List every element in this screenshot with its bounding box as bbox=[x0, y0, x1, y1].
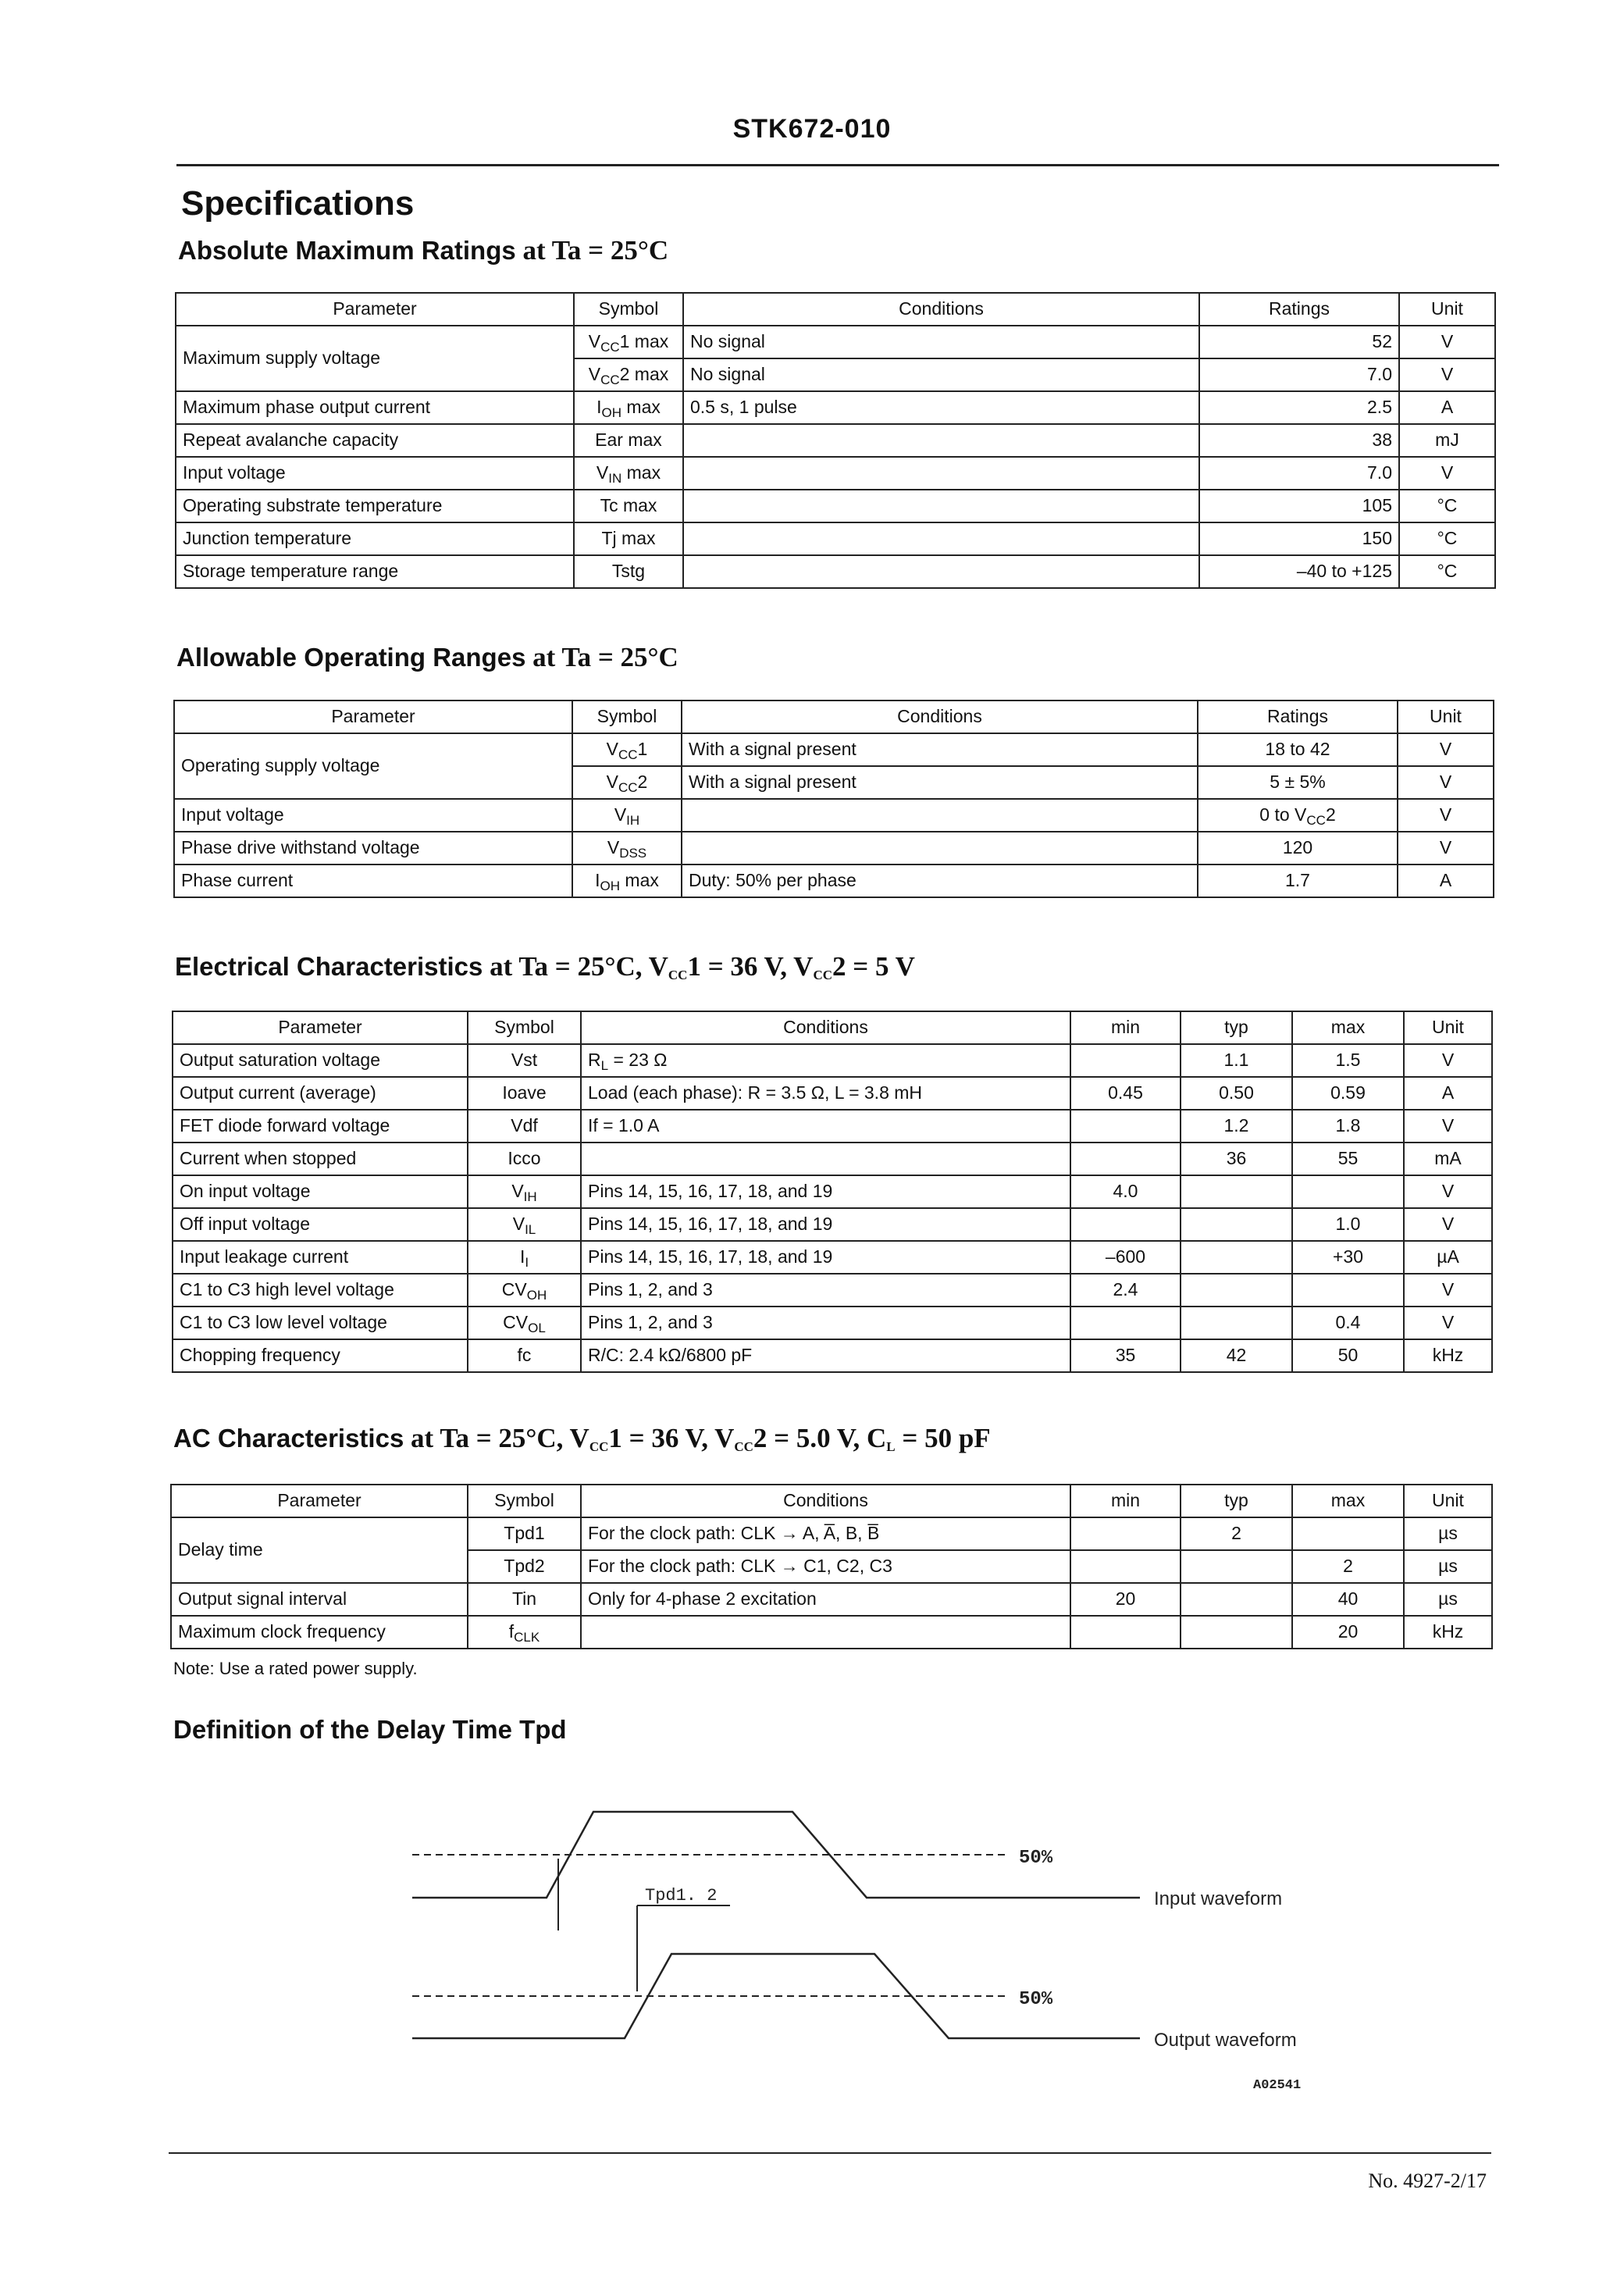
unit-cell: A bbox=[1399, 391, 1495, 424]
conditions-cell: Load (each phase): R = 3.5 Ω, L = 3.8 mH bbox=[581, 1077, 1070, 1110]
ec-table bbox=[172, 1011, 1493, 1373]
symbol-cell: $f_{CLK}$ bbox=[468, 1616, 581, 1649]
unit-cell: mA bbox=[1404, 1143, 1492, 1175]
typ-cell: 36 bbox=[1181, 1143, 1292, 1175]
amr-title-cond: at Ta = 25°C bbox=[515, 235, 669, 266]
col-typ: typ bbox=[1181, 1011, 1292, 1044]
symbol-cell: Tpd1 bbox=[468, 1517, 581, 1550]
typ-cell bbox=[1181, 1274, 1292, 1307]
header-rule bbox=[176, 164, 1499, 166]
max-cell bbox=[1292, 1274, 1404, 1307]
conditions-cell bbox=[581, 1143, 1070, 1175]
col-symbol: Symbol bbox=[468, 1485, 581, 1517]
col-conditions: Conditions bbox=[683, 293, 1199, 326]
conditions-cell bbox=[581, 1616, 1070, 1649]
col-symbol: Symbol bbox=[574, 293, 683, 326]
typ-cell bbox=[1181, 1307, 1292, 1339]
unit-cell: V bbox=[1399, 326, 1495, 358]
min-cell bbox=[1070, 1307, 1181, 1339]
symbol-cell: $I_I$ bbox=[468, 1241, 581, 1274]
conditions-cell bbox=[682, 832, 1198, 864]
typ-cell: 1.2 bbox=[1181, 1110, 1292, 1143]
symbol-cell: Vdf bbox=[468, 1110, 581, 1143]
table-row bbox=[171, 1616, 1492, 1649]
amr-title-main: Absolute Maximum Ratings bbox=[178, 236, 516, 265]
table-row bbox=[171, 1517, 1492, 1550]
table-row bbox=[176, 391, 1495, 424]
param-cell: On input voltage bbox=[173, 1175, 468, 1208]
table-row bbox=[173, 1208, 1492, 1241]
rating-cell: 150 bbox=[1199, 522, 1399, 555]
conditions-cell: 0.5 s, 1 pulse bbox=[683, 391, 1199, 424]
symbol-cell: $V_{IN}$ max bbox=[574, 457, 683, 490]
conditions-cell bbox=[683, 555, 1199, 588]
rating-cell: 38 bbox=[1199, 424, 1399, 457]
table-row bbox=[176, 457, 1495, 490]
col-parameter: Parameter bbox=[171, 1485, 468, 1517]
unit-cell: V bbox=[1404, 1274, 1492, 1307]
max-cell: 50 bbox=[1292, 1339, 1404, 1372]
param-cell: Storage temperature range bbox=[176, 555, 574, 588]
typ-cell: 42 bbox=[1181, 1339, 1292, 1372]
typ-cell bbox=[1181, 1208, 1292, 1241]
delay-title: Definition of the Delay Time Tpd bbox=[173, 1715, 567, 1744]
conditions-cell: Duty: 50% per phase bbox=[682, 864, 1198, 897]
col-min: min bbox=[1070, 1485, 1181, 1517]
conditions-cell: Pins 14, 15, 16, 17, 18, and 19 bbox=[581, 1208, 1070, 1241]
col-symbol: Symbol bbox=[468, 1011, 581, 1044]
rating-cell: 105 bbox=[1199, 490, 1399, 522]
conditions-cell bbox=[682, 799, 1198, 832]
conditions-cell: Pins 1, 2, and 3 bbox=[581, 1274, 1070, 1307]
param-cell: Phase current bbox=[174, 864, 572, 897]
col-max: max bbox=[1292, 1011, 1404, 1044]
param-cell: Operating supply voltage bbox=[174, 733, 572, 799]
symbol-cell: $V_{CC}2$ bbox=[572, 766, 682, 799]
max-cell: 0.4 bbox=[1292, 1307, 1404, 1339]
param-cell: Maximum phase output current bbox=[176, 391, 574, 424]
min-cell bbox=[1070, 1616, 1181, 1649]
typ-cell: 0.50 bbox=[1181, 1077, 1292, 1110]
max-cell: 20 bbox=[1292, 1616, 1404, 1649]
param-cell: Output saturation voltage bbox=[173, 1044, 468, 1077]
part-number: STK672-010 bbox=[732, 114, 892, 144]
table-header-row bbox=[173, 1011, 1492, 1044]
param-cell: Input voltage bbox=[176, 457, 574, 490]
min-cell bbox=[1070, 1044, 1181, 1077]
ec-title-cond: at Ta = 25°C, $V_{CC}1 = 36$ V, $V_{CC}2 = 5$ V bbox=[483, 951, 915, 982]
unit-cell: µs bbox=[1404, 1517, 1492, 1550]
table-row bbox=[173, 1143, 1492, 1175]
symbol-cell: Ioave bbox=[468, 1077, 581, 1110]
pct-label-top: 50% bbox=[1019, 1848, 1053, 1869]
symbol-cell: $V_{CC}1$ bbox=[572, 733, 682, 766]
typ-cell bbox=[1181, 1175, 1292, 1208]
unit-cell: A bbox=[1398, 864, 1494, 897]
rating-cell: 2.5 bbox=[1199, 391, 1399, 424]
max-cell: 1.5 bbox=[1292, 1044, 1404, 1077]
aor-title-cond: at Ta = 25°C bbox=[525, 642, 678, 672]
param-cell: Off input voltage bbox=[173, 1208, 468, 1241]
document-number: No. 4927-2/17 bbox=[1368, 2169, 1487, 2192]
max-cell: +30 bbox=[1292, 1241, 1404, 1274]
ec-table-body bbox=[173, 1044, 1492, 1372]
rating-cell: –40 to +125 bbox=[1199, 555, 1399, 588]
conditions-cell: If = 1.0 A bbox=[581, 1110, 1070, 1143]
min-cell bbox=[1070, 1143, 1181, 1175]
min-cell bbox=[1070, 1208, 1181, 1241]
symbol-cell: Tj max bbox=[574, 522, 683, 555]
unit-cell: V bbox=[1404, 1110, 1492, 1143]
aor-title bbox=[176, 642, 678, 673]
min-cell: 2.4 bbox=[1070, 1274, 1181, 1307]
typ-cell bbox=[1181, 1241, 1292, 1274]
table-row bbox=[176, 326, 1495, 358]
min-cell: 35 bbox=[1070, 1339, 1181, 1372]
unit-cell: V bbox=[1404, 1208, 1492, 1241]
rating-cell: 0 to $V_{CC}2$ bbox=[1198, 799, 1398, 832]
param-cell: Maximum supply voltage bbox=[176, 326, 574, 391]
col-unit: Unit bbox=[1404, 1011, 1492, 1044]
conditions-cell bbox=[683, 522, 1199, 555]
conditions-cell: For the clock path: CLK → C1, C2, C3 bbox=[581, 1550, 1070, 1583]
unit-cell: V bbox=[1404, 1307, 1492, 1339]
pct-label-bottom: 50% bbox=[1019, 1989, 1053, 2010]
delay-timing-diagram bbox=[0, 1781, 1624, 2109]
table-row bbox=[173, 1044, 1492, 1077]
table-row bbox=[173, 1307, 1492, 1339]
table-row bbox=[174, 799, 1494, 832]
conditions-cell bbox=[683, 457, 1199, 490]
unit-cell: V bbox=[1398, 766, 1494, 799]
unit-cell: V bbox=[1399, 457, 1495, 490]
table-row bbox=[173, 1110, 1492, 1143]
conditions-cell: R/C: 2.4 kΩ/6800 pF bbox=[581, 1339, 1070, 1372]
param-cell: Output current (average) bbox=[173, 1077, 468, 1110]
amr-table bbox=[175, 292, 1496, 589]
min-cell bbox=[1070, 1517, 1181, 1550]
symbol-cell: Icco bbox=[468, 1143, 581, 1175]
param-cell: Delay time bbox=[171, 1517, 468, 1583]
note: Note: Use a rated power supply. bbox=[173, 1659, 418, 1678]
col-ratings: Ratings bbox=[1199, 293, 1399, 326]
table-header-row bbox=[171, 1485, 1492, 1517]
max-cell bbox=[1292, 1517, 1404, 1550]
col-max: max bbox=[1292, 1485, 1404, 1517]
symbol-cell: Ear max bbox=[574, 424, 683, 457]
output-waveform-label: Output waveform bbox=[1154, 2030, 1297, 2051]
unit-cell: V bbox=[1404, 1044, 1492, 1077]
col-parameter: Parameter bbox=[174, 701, 572, 733]
input-waveform-label: Input waveform bbox=[1154, 1888, 1283, 1909]
unit-cell: kHz bbox=[1404, 1616, 1492, 1649]
max-cell: 1.0 bbox=[1292, 1208, 1404, 1241]
table-row bbox=[173, 1077, 1492, 1110]
table-header-row bbox=[176, 293, 1495, 326]
conditions-cell: No signal bbox=[683, 358, 1199, 391]
col-unit: Unit bbox=[1404, 1485, 1492, 1517]
symbol-cell: $CV_{OL}$ bbox=[468, 1307, 581, 1339]
col-parameter: Parameter bbox=[173, 1011, 468, 1044]
table-row bbox=[173, 1241, 1492, 1274]
max-cell: 2 bbox=[1292, 1550, 1404, 1583]
param-cell: Repeat avalanche capacity bbox=[176, 424, 574, 457]
conditions-cell: With a signal present bbox=[682, 766, 1198, 799]
table-row bbox=[171, 1583, 1492, 1616]
figure-id: A02541 bbox=[1253, 2078, 1302, 2093]
symbol-cell: $I_{OH}$ max bbox=[574, 391, 683, 424]
symbol-cell: $V_{DSS}$ bbox=[572, 832, 682, 864]
symbol-cell: $V_{IL}$ bbox=[468, 1208, 581, 1241]
conditions-cell: No signal bbox=[683, 326, 1199, 358]
symbol-cell: $V_{IH}$ bbox=[572, 799, 682, 832]
table-row bbox=[176, 490, 1495, 522]
conditions-cell: Only for 4-phase 2 excitation bbox=[581, 1583, 1070, 1616]
conditions-cell: $R_L = 23$ Ω bbox=[581, 1044, 1070, 1077]
min-cell: 0.45 bbox=[1070, 1077, 1181, 1110]
table-row bbox=[173, 1339, 1492, 1372]
typ-cell bbox=[1181, 1616, 1292, 1649]
symbol-cell: $V_{CC}2$ max bbox=[574, 358, 683, 391]
symbol-cell: $I_{OH}$ max bbox=[572, 864, 682, 897]
col-conditions: Conditions bbox=[581, 1485, 1070, 1517]
col-parameter: Parameter bbox=[176, 293, 574, 326]
conditions-cell: With a signal present bbox=[682, 733, 1198, 766]
max-cell: 0.59 bbox=[1292, 1077, 1404, 1110]
col-symbol: Symbol bbox=[572, 701, 682, 733]
param-cell: Input voltage bbox=[174, 799, 572, 832]
unit-cell: kHz bbox=[1404, 1339, 1492, 1372]
symbol-cell: $CV_{OH}$ bbox=[468, 1274, 581, 1307]
col-min: min bbox=[1070, 1011, 1181, 1044]
typ-cell: 1.1 bbox=[1181, 1044, 1292, 1077]
min-cell bbox=[1070, 1550, 1181, 1583]
acc-title bbox=[173, 1423, 991, 1454]
unit-cell: V bbox=[1398, 799, 1494, 832]
rating-cell: 52 bbox=[1199, 326, 1399, 358]
ec-title-main: Electrical Characteristics bbox=[175, 952, 483, 981]
rating-cell: 7.0 bbox=[1199, 457, 1399, 490]
page-title: Specifications bbox=[181, 184, 415, 223]
col-conditions: Conditions bbox=[682, 701, 1198, 733]
symbol-cell: Tstg bbox=[574, 555, 683, 588]
aor-table bbox=[173, 700, 1494, 898]
param-cell: FET diode forward voltage bbox=[173, 1110, 468, 1143]
table-row bbox=[174, 733, 1494, 766]
unit-cell: °C bbox=[1399, 490, 1495, 522]
acc-title-cond: at Ta = 25°C, $V_{CC}1 = 36$ V, $V_{CC}2 = 5.0$ V, $C_L = 50$ pF bbox=[404, 1423, 991, 1454]
min-cell: 4.0 bbox=[1070, 1175, 1181, 1208]
conditions-cell: For the clock path: CLK → A, A̅, B, B̅ bbox=[581, 1517, 1070, 1550]
table-row bbox=[176, 555, 1495, 588]
min-cell: 20 bbox=[1070, 1583, 1181, 1616]
col-unit: Unit bbox=[1398, 701, 1494, 733]
typ-cell bbox=[1181, 1550, 1292, 1583]
rating-cell: 1.7 bbox=[1198, 864, 1398, 897]
unit-cell: mJ bbox=[1399, 424, 1495, 457]
col-typ: typ bbox=[1181, 1485, 1292, 1517]
param-cell: C1 to C3 low level voltage bbox=[173, 1307, 468, 1339]
col-unit: Unit bbox=[1399, 293, 1495, 326]
table-row bbox=[176, 522, 1495, 555]
table-row bbox=[174, 864, 1494, 897]
unit-cell: V bbox=[1404, 1175, 1492, 1208]
max-cell: 1.8 bbox=[1292, 1110, 1404, 1143]
footer-rule bbox=[169, 2152, 1491, 2154]
max-cell: 40 bbox=[1292, 1583, 1404, 1616]
conditions-cell bbox=[683, 424, 1199, 457]
symbol-cell: fc bbox=[468, 1339, 581, 1372]
unit-cell: V bbox=[1398, 832, 1494, 864]
param-cell: Input leakage current bbox=[173, 1241, 468, 1274]
symbol-cell: Tc max bbox=[574, 490, 683, 522]
param-cell: Junction temperature bbox=[176, 522, 574, 555]
conditions-cell: Pins 14, 15, 16, 17, 18, and 19 bbox=[581, 1175, 1070, 1208]
max-cell: 55 bbox=[1292, 1143, 1404, 1175]
param-cell: Output signal interval bbox=[171, 1583, 468, 1616]
unit-cell: µs bbox=[1404, 1550, 1492, 1583]
param-cell: Phase drive withstand voltage bbox=[174, 832, 572, 864]
unit-cell: °C bbox=[1399, 555, 1495, 588]
acc-title-main: AC Characteristics bbox=[173, 1424, 404, 1453]
unit-cell: °C bbox=[1399, 522, 1495, 555]
param-cell: Operating substrate temperature bbox=[176, 490, 574, 522]
conditions-cell: Pins 14, 15, 16, 17, 18, and 19 bbox=[581, 1241, 1070, 1274]
rating-cell: 5 ± 5% bbox=[1198, 766, 1398, 799]
param-cell: Maximum clock frequency bbox=[171, 1616, 468, 1649]
aor-title-main: Allowable Operating Ranges bbox=[176, 643, 526, 672]
conditions-cell bbox=[683, 490, 1199, 522]
unit-cell: V bbox=[1398, 733, 1494, 766]
typ-cell: 2 bbox=[1181, 1517, 1292, 1550]
symbol-cell: $V_{IH}$ bbox=[468, 1175, 581, 1208]
acc-table bbox=[170, 1484, 1493, 1649]
table-row bbox=[174, 832, 1494, 864]
param-cell: C1 to C3 high level voltage bbox=[173, 1274, 468, 1307]
ec-title bbox=[175, 951, 915, 982]
typ-cell bbox=[1181, 1583, 1292, 1616]
col-ratings: Ratings bbox=[1198, 701, 1398, 733]
unit-cell: A bbox=[1404, 1077, 1492, 1110]
symbol-cell: Tpd2 bbox=[468, 1550, 581, 1583]
rating-cell: 120 bbox=[1198, 832, 1398, 864]
col-conditions: Conditions bbox=[581, 1011, 1070, 1044]
rating-cell: 18 to 42 bbox=[1198, 733, 1398, 766]
unit-cell: µA bbox=[1404, 1241, 1492, 1274]
conditions-cell: Pins 1, 2, and 3 bbox=[581, 1307, 1070, 1339]
unit-cell: V bbox=[1399, 358, 1495, 391]
min-cell: –600 bbox=[1070, 1241, 1181, 1274]
symbol-cell: Tin bbox=[468, 1583, 581, 1616]
rating-cell: 7.0 bbox=[1199, 358, 1399, 391]
symbol-cell: $V_{CC}1$ max bbox=[574, 326, 683, 358]
table-row bbox=[173, 1175, 1492, 1208]
table-header-row bbox=[174, 701, 1494, 733]
max-cell bbox=[1292, 1175, 1404, 1208]
amr-title bbox=[178, 235, 668, 266]
tpd-label: Tpd1. 2 bbox=[645, 1886, 718, 1905]
table-row bbox=[173, 1274, 1492, 1307]
param-cell: Current when stopped bbox=[173, 1143, 468, 1175]
param-cell: Chopping frequency bbox=[173, 1339, 468, 1372]
unit-cell: µs bbox=[1404, 1583, 1492, 1616]
min-cell bbox=[1070, 1110, 1181, 1143]
symbol-cell: Vst bbox=[468, 1044, 581, 1077]
table-row bbox=[176, 424, 1495, 457]
